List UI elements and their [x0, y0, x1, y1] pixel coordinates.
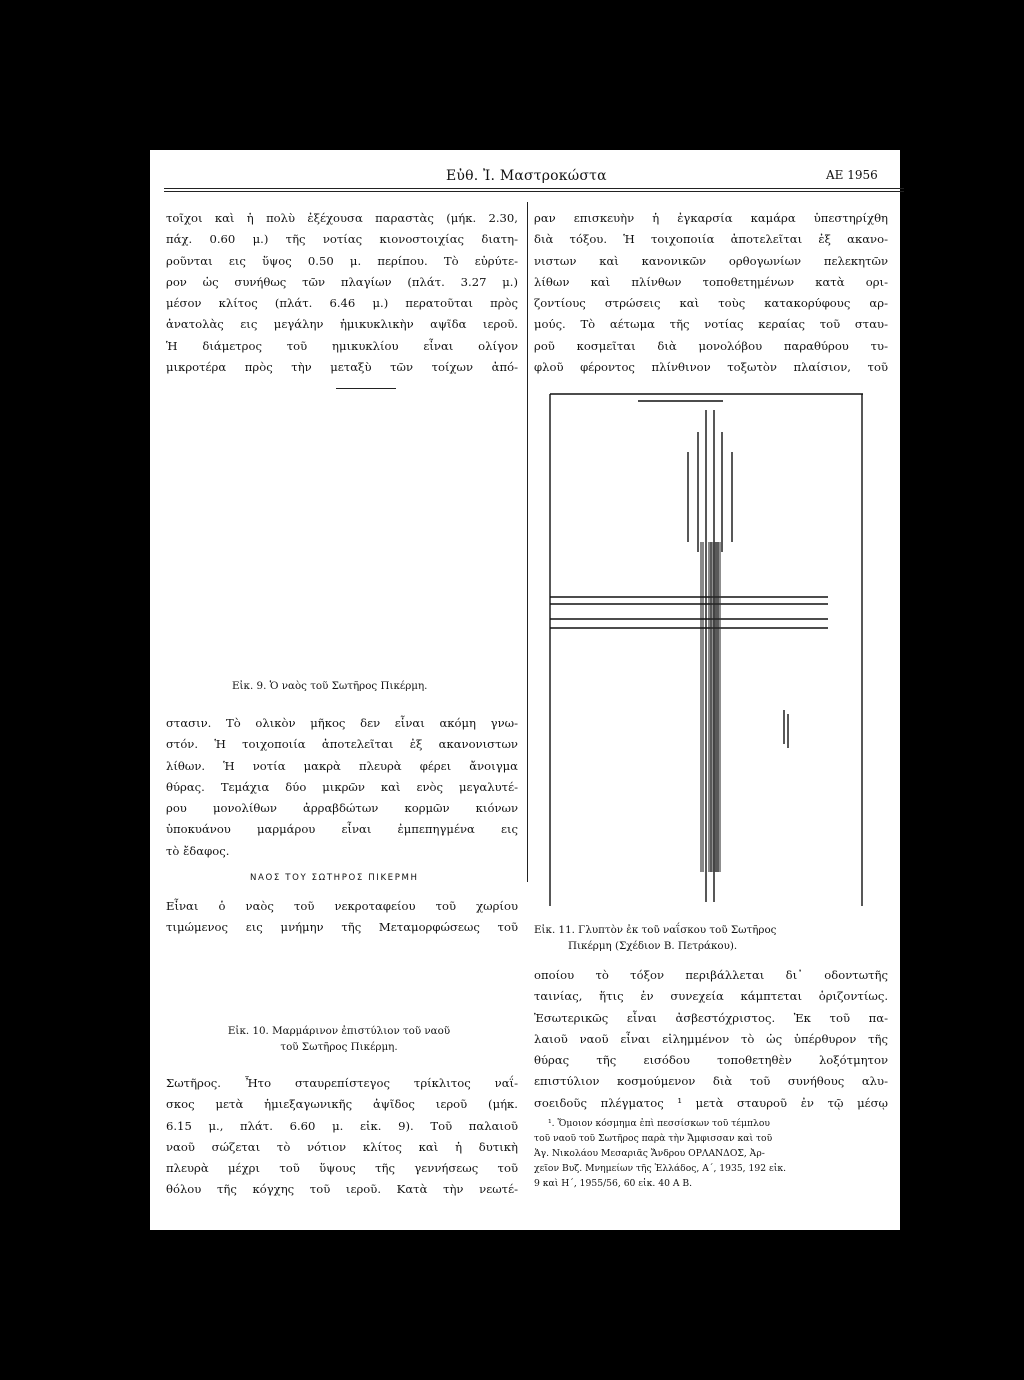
text-line: λίθων καὶ πλίνθων τοποθετημένων κατὰ ορι-: [534, 274, 888, 289]
text-line: στόν. Ἡ τοιχοποιία ἀποτελεῖται ἐξ ακανονιστων: [166, 737, 518, 752]
left-para-3: [166, 896, 518, 939]
text-line: 6.15 μ., πλάτ. 6.60 μ. εἰκ. 9). Τοῦ παλαιοῦ: [166, 1118, 518, 1133]
left-para-4: [166, 1073, 518, 1201]
text-line: ρου μονολίθων ἀρραβδώτων κορμῶν κιόνων: [166, 801, 518, 816]
text-line: λίθων. Ἡ νοτία μακρὰ πλευρὰ φέρει ἄνοιγμα: [166, 758, 518, 773]
text-line: ροῦνται εις ὕψος 0.50 μ. περίπου. Τὸ εὐρύτε-: [166, 253, 518, 268]
text-line: πάχ. 0.60 μ.) τῆς νοτίας κιονοστοιχίας διατη-: [166, 232, 518, 247]
text-line: θύρας τῆς εισόδου τοποθετηθὲν λοξότμητον: [534, 1053, 888, 1068]
text-line: Ἐσωτερικῶς εἶναι ἀσβεστόχριστος. Ἐκ τοῦ πα-: [534, 1010, 888, 1025]
text-line: τοῖχοι καὶ ἡ πολὺ ἐξέχουσα παραστὰς (μήκ. 2.30,: [166, 211, 518, 225]
text-line: ρον ὡς συνήθως τῶν πλαγίων (πλάτ. 3.27 μ.): [166, 274, 518, 289]
column-end-rule: [336, 388, 396, 389]
running-head-journal: ΑΕ 1956: [826, 168, 878, 182]
text-line: ζοντίους στρώσεις καὶ τοὺς κατακορύφους αρ-: [534, 296, 888, 311]
text-line: πλευρὰ μέχρι τοῦ ὕψους τῆς γεννήσεως τοῦ: [166, 1161, 518, 1176]
left-para-2: [166, 713, 518, 862]
caption-line: Εἰκ. 11. Γλυπτὸν ἐκ τοῦ ναΐσκου τοῦ Σωτῆρος: [534, 924, 777, 936]
text-line: ἀνατολὰς εις μεγάλην ἡμικυκλικὴν αψῖδα ιεροῦ.: [166, 317, 518, 332]
carved-cross-drawing: [548, 392, 866, 908]
text-line: σκος μετὰ ἡμιεξαγωνικῆς ἀψῖδος ιεροῦ (μήκ.: [166, 1097, 518, 1112]
footnote-line: χεῖον Βυζ. Μνημείων τῆς Ἑλλάδος, Α΄, 1935, 192 εἰκ.: [534, 1163, 787, 1174]
right-para-1: [534, 208, 888, 378]
footnote: [534, 1116, 888, 1191]
caption-line: τοῦ Σωτῆρος Πικέρμη.: [280, 1041, 398, 1053]
footnote-line: τοῦ ναοῦ τοῦ Σωτῆρος παρὰ τὴν Ἄμφισσαν καὶ τοῦ: [534, 1133, 773, 1144]
text-line: διὰ τόξου. Ἡ τοιχοποιία ἀποτελεῖται ἐξ ακανο-: [534, 232, 888, 247]
caption-line: Εἰκ. 10. Μαρμάρινον ἐπιστύλιον τοῦ ναοῦ: [227, 1025, 451, 1037]
text-line: ραν επισκευὴν ἡ ἐγκαρσία καμάρα ὑπεστηρίχθη: [534, 211, 888, 225]
text-line: μούς. Τὸ αέτωμα τῆς νοτίας κεραίας τοῦ σταυ-: [534, 317, 888, 332]
text-line: ὑποκυάνου μαρμάρου εἶναι ἐμπεπηγμένα εις: [166, 822, 518, 837]
text-line: τιμώμενος εις μνήμην τῆς Μεταμορφώσεως τοῦ: [166, 920, 518, 935]
text-line: μέσον κλίτος (πλάτ. 6.46 μ.) περατοῦται πρὸς: [166, 296, 518, 311]
text-line: σοειδοῦς πλέγματος ¹ μετὰ σταυροῦ ἐν τῷ μέσῳ: [534, 1095, 888, 1110]
column-divider: [527, 202, 528, 882]
text-line: λαιοῦ ναοῦ εἶναι εἰλημμένον τὸ ὡς ὑπέρθυρον τῆς: [534, 1031, 888, 1046]
running-head-author: Εὐθ. Ἰ. Μαστροκώστα: [446, 168, 607, 184]
right-para-2: [534, 965, 888, 1114]
caption-line: Πικέρμη (Σχέδιον Β. Πετράκου).: [568, 940, 738, 952]
text-line: επιστύλιον κοσμούμενον διὰ τοῦ συνήθους αλυ-: [534, 1074, 888, 1089]
footnote-line: Ἁγ. Νικολάου Μεσαριᾶς Ἄνδρου ΟΡΛΑΝΔΟΣ, Ἀρ-: [534, 1148, 765, 1159]
figure-11-caption: [534, 922, 776, 954]
text-line: νιστων καὶ κανονικῶν ορθογωνίων πελεκητῶν: [534, 253, 888, 268]
text-line: Σωτῆρος. Ἦτο σταυρεπίστεγος τρίκλιτος ναΐ-: [166, 1076, 518, 1090]
running-head: [164, 168, 904, 188]
footnote-line: ¹. Ὅμοιον κόσμημα ἐπὶ πεσσίσκων τοῦ τέμπλου: [548, 1118, 770, 1129]
figure-9-caption: Εἰκ. 9. Ὁ ναὸς τοῦ Σωτῆρος Πικέρμη.: [232, 680, 428, 692]
left-para-1: [166, 208, 518, 378]
header-rule: [164, 188, 904, 189]
footnote-line: 9 καὶ Η΄, 1955/56, 60 εἰκ. 40 Α Β.: [534, 1178, 693, 1189]
figure-10-caption: [214, 1023, 464, 1055]
text-line: ταινίας, ἥτις ἐν συνεχεία κάμπτεται ὁριζοντίως.: [534, 989, 888, 1004]
text-line: φλοῦ φέροντος πλίνθινον τοξωτὸν πλαίσιον, τοῦ: [534, 360, 888, 375]
header-rule-double: [164, 191, 904, 192]
section-heading: ΝΑΟΣ ΤΟΥ ΣΩΤΗΡΟΣ ΠΙΚΕΡΜΗ: [250, 873, 419, 883]
text-line: τὸ ἔδαφος.: [166, 843, 230, 858]
text-line: στασιν. Τὸ ολικὸν μῆκος δεν εἶναι ακόμη γνω-: [166, 716, 518, 730]
text-line: Εἶναι ὁ ναὸς τοῦ νεκροταφείου τοῦ χωρίου: [166, 899, 518, 913]
text-line: θόλου τῆς κόγχης τοῦ ιεροῦ. Κατὰ τὴν νεωτέ-: [166, 1182, 518, 1197]
figure-11-sculpture: [548, 392, 866, 908]
text-line: μικροτέρα πρὸς τὴν μεταξὺ τῶν τοίχων ἀπό-: [166, 360, 518, 375]
text-line: οποίου τὸ τόξον περιβάλλεται δι᾽ οδοντωτῆς: [534, 968, 888, 982]
text-line: θύρας. Τεμάχια δύο μικρῶν καὶ ενὸς μεγαλυτέ-: [166, 779, 518, 794]
text-line: ναοῦ σώζεται τὸ νότιον κλίτος καὶ ἡ δυτικὴ: [166, 1139, 518, 1154]
journal-page: [150, 150, 900, 1230]
text-line: ροῦ κοσμεῖται διὰ μονολόβου παραθύρου τυ-: [534, 338, 888, 353]
text-line: Ἡ διάμετρος τοῦ ημικυκλίου εἶναι ολίγον: [166, 338, 518, 353]
